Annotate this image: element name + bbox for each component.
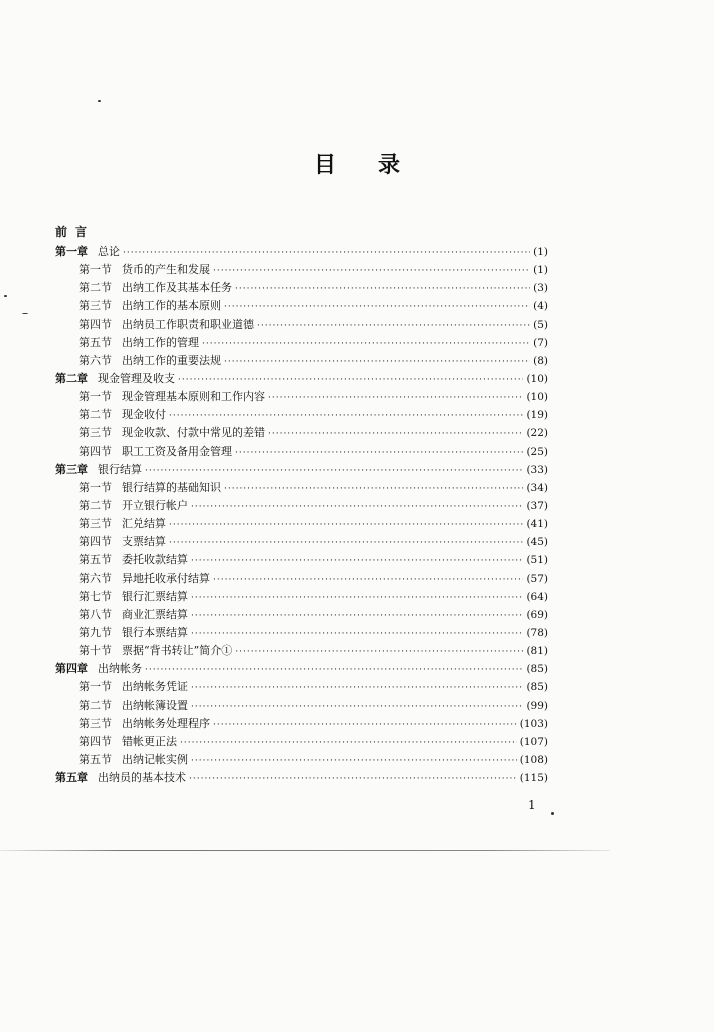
scan-edge-line (0, 850, 610, 851)
section-page-number: (8) (533, 354, 548, 367)
scan-speck (22, 313, 28, 314)
section-page-number: (69) (526, 608, 548, 621)
chapter-number: 第二章 (55, 371, 88, 385)
section-page-number: (85) (526, 681, 548, 694)
toc-section-row (55, 443, 548, 461)
dot-leader (202, 335, 530, 353)
section-title: 出纳帐务凭证 (122, 680, 188, 694)
dot-leader (224, 480, 523, 498)
toc-section-row (55, 642, 548, 660)
section-page-number: (25) (526, 445, 548, 458)
section-title: 货币的产生和发展 (122, 263, 210, 277)
title-char-2: 录 (378, 152, 401, 178)
toc-section-row (55, 316, 548, 334)
dot-leader (178, 371, 523, 389)
section-title: 支票结算 (122, 535, 166, 549)
toc-chapter-row (55, 660, 548, 678)
section-title: 出纳工作的管理 (122, 335, 199, 349)
toc-chapter-row (55, 243, 548, 261)
toc-chapter-row (55, 461, 548, 479)
section-title: 商业汇票结算 (122, 607, 188, 621)
toc-rows (55, 243, 548, 787)
toc-section-row (55, 733, 548, 751)
chapter-page-number: (1) (533, 246, 548, 258)
page-title (0, 148, 714, 179)
section-number: 第四节 (79, 734, 112, 748)
toc-section-row (55, 551, 548, 569)
section-number: 第三节 (79, 517, 112, 531)
toc-section-row (55, 424, 548, 442)
section-title: 出纳帐簿设置 (122, 698, 188, 712)
scan-speck (4, 295, 7, 297)
section-page-number: (107) (519, 735, 548, 748)
section-title: 汇兑结算 (122, 517, 166, 531)
dot-leader (145, 462, 523, 480)
section-number: 第二节 (79, 281, 112, 295)
section-number: 第四节 (79, 444, 112, 458)
section-page-number: (10) (526, 391, 548, 404)
toc-section-row (55, 515, 548, 533)
page-number: 1 (528, 798, 536, 812)
section-number: 第四节 (79, 535, 112, 549)
section-title: 银行结算的基础知识 (122, 480, 221, 494)
dot-leader (191, 607, 523, 625)
section-page-number: (51) (526, 554, 548, 567)
title-char-1: 目 (313, 152, 336, 178)
dot-leader (191, 498, 523, 516)
section-number: 第五节 (79, 553, 112, 567)
dot-leader (191, 698, 523, 716)
section-page-number: (103) (519, 717, 548, 730)
dot-leader (145, 661, 523, 679)
section-page-number: (4) (533, 300, 548, 313)
toc-section-row (55, 678, 548, 696)
chapter-title: 出纳帐务 (98, 662, 142, 676)
section-page-number: (64) (526, 590, 548, 603)
section-page-number: (37) (526, 499, 548, 512)
toc-section-row (55, 588, 548, 606)
dot-leader (191, 625, 523, 643)
section-title: 出纳帐务处理程序 (122, 716, 210, 730)
section-title: 出纳工作的重要法规 (122, 353, 221, 367)
toc-section-row (55, 479, 548, 497)
section-number: 第五节 (79, 752, 112, 766)
section-number: 第一节 (79, 390, 112, 404)
section-title: 异地托收承付结算 (122, 571, 210, 585)
chapter-page-number: (33) (526, 463, 548, 476)
section-title: 现金管理基本原则和工作内容 (122, 390, 265, 404)
section-title: 出纳员工作职责和职业道德 (122, 317, 254, 331)
toc-section-row (55, 751, 548, 769)
section-page-number: (3) (533, 282, 548, 295)
section-number: 第四节 (79, 317, 112, 331)
section-number: 第三节 (79, 299, 112, 313)
section-page-number: (45) (526, 536, 548, 549)
toc-section-row (55, 334, 548, 352)
section-number: 第八节 (79, 607, 112, 621)
section-number: 第三节 (79, 426, 112, 440)
toc-chapter-row (55, 370, 548, 388)
chapter-number: 第四章 (55, 662, 88, 676)
section-page-number: (19) (526, 409, 548, 422)
section-page-number: (34) (526, 481, 548, 494)
preface-heading: 前 言 (55, 225, 88, 239)
toc-section-row (55, 261, 548, 279)
section-number: 第五节 (79, 335, 112, 349)
dot-leader (123, 244, 530, 262)
section-title: 银行汇票结算 (122, 589, 188, 603)
section-title: 票据“背书转让”简介① (122, 644, 233, 658)
section-number: 第一节 (79, 480, 112, 494)
section-number: 第十节 (79, 644, 112, 658)
chapter-page-number: (115) (519, 772, 548, 785)
dot-leader (191, 679, 523, 697)
section-page-number: (81) (526, 645, 548, 658)
section-number: 第一节 (79, 680, 112, 694)
section-page-number: (108) (519, 753, 548, 766)
dot-leader (235, 643, 523, 661)
chapter-page-number: (85) (526, 663, 548, 676)
section-title: 委托收款结算 (122, 553, 188, 567)
section-page-number: (57) (526, 572, 548, 585)
section-title: 现金收款、付款中常见的差错 (122, 426, 265, 440)
chapter-number: 第三章 (55, 462, 88, 476)
section-number: 第三节 (79, 716, 112, 730)
chapter-title: 出纳员的基本技术 (98, 771, 186, 785)
section-title: 出纳工作的基本原则 (122, 299, 221, 313)
dot-leader (224, 298, 530, 316)
dot-leader (191, 552, 523, 570)
dot-leader (191, 752, 517, 770)
section-number: 第二节 (79, 498, 112, 512)
section-number: 第九节 (79, 625, 112, 639)
toc-section-row (55, 297, 548, 315)
section-page-number: (7) (533, 336, 548, 349)
dot-leader (235, 444, 523, 462)
section-title: 出纳记帐实例 (122, 752, 188, 766)
section-number: 第二节 (79, 698, 112, 712)
section-number: 第六节 (79, 353, 112, 367)
section-page-number: (1) (533, 264, 548, 277)
dot-leader (213, 571, 523, 589)
chapter-title: 总论 (98, 245, 120, 258)
toc-section-row (55, 279, 548, 297)
dot-leader (169, 534, 523, 552)
toc-section-row (55, 533, 548, 551)
toc-section-row (55, 352, 548, 370)
section-title: 开立银行帐户 (122, 498, 188, 512)
section-title: 银行本票结算 (122, 625, 188, 639)
toc-chapter-row (55, 769, 548, 787)
dot-leader (191, 589, 523, 607)
chapter-number: 第一章 (55, 245, 88, 258)
toc-section-row (55, 497, 548, 515)
section-page-number: (5) (533, 318, 548, 331)
toc-section-row (55, 388, 548, 406)
dot-leader (213, 716, 517, 734)
chapter-title: 现金管理及收支 (98, 371, 175, 385)
dot-leader (257, 317, 530, 335)
chapter-page-number: (10) (526, 372, 548, 385)
dot-leader (169, 516, 523, 534)
toc-section-row (55, 406, 548, 424)
section-page-number: (22) (526, 427, 548, 440)
section-title: 现金收付 (122, 408, 166, 422)
toc-section-row (55, 570, 548, 588)
section-number: 第七节 (79, 589, 112, 603)
chapter-number: 第五章 (55, 771, 88, 785)
dot-leader (180, 734, 517, 752)
section-title: 职工工资及备用金管理 (122, 444, 232, 458)
chapter-title: 银行结算 (98, 462, 142, 476)
toc-section-row (55, 624, 548, 642)
toc-section-row (55, 606, 548, 624)
dot-leader (224, 353, 530, 371)
dot-leader (235, 280, 530, 298)
dot-leader (189, 770, 517, 788)
section-page-number: (78) (526, 626, 548, 639)
table-of-contents (55, 223, 548, 787)
dot-leader (213, 262, 530, 280)
dot-leader (268, 389, 523, 407)
dot-leader (169, 407, 523, 425)
section-page-number: (99) (526, 699, 548, 712)
toc-section-row (55, 697, 548, 715)
scan-speck (551, 812, 554, 815)
toc-section-row (55, 715, 548, 733)
section-number: 第二节 (79, 408, 112, 422)
section-title: 出纳工作及其基本任务 (122, 281, 232, 295)
section-page-number: (41) (526, 518, 548, 531)
section-number: 第一节 (79, 263, 112, 277)
section-title: 错帐更正法 (122, 734, 177, 748)
dot-leader (268, 425, 523, 443)
scan-speck (98, 100, 101, 102)
section-number: 第六节 (79, 571, 112, 585)
